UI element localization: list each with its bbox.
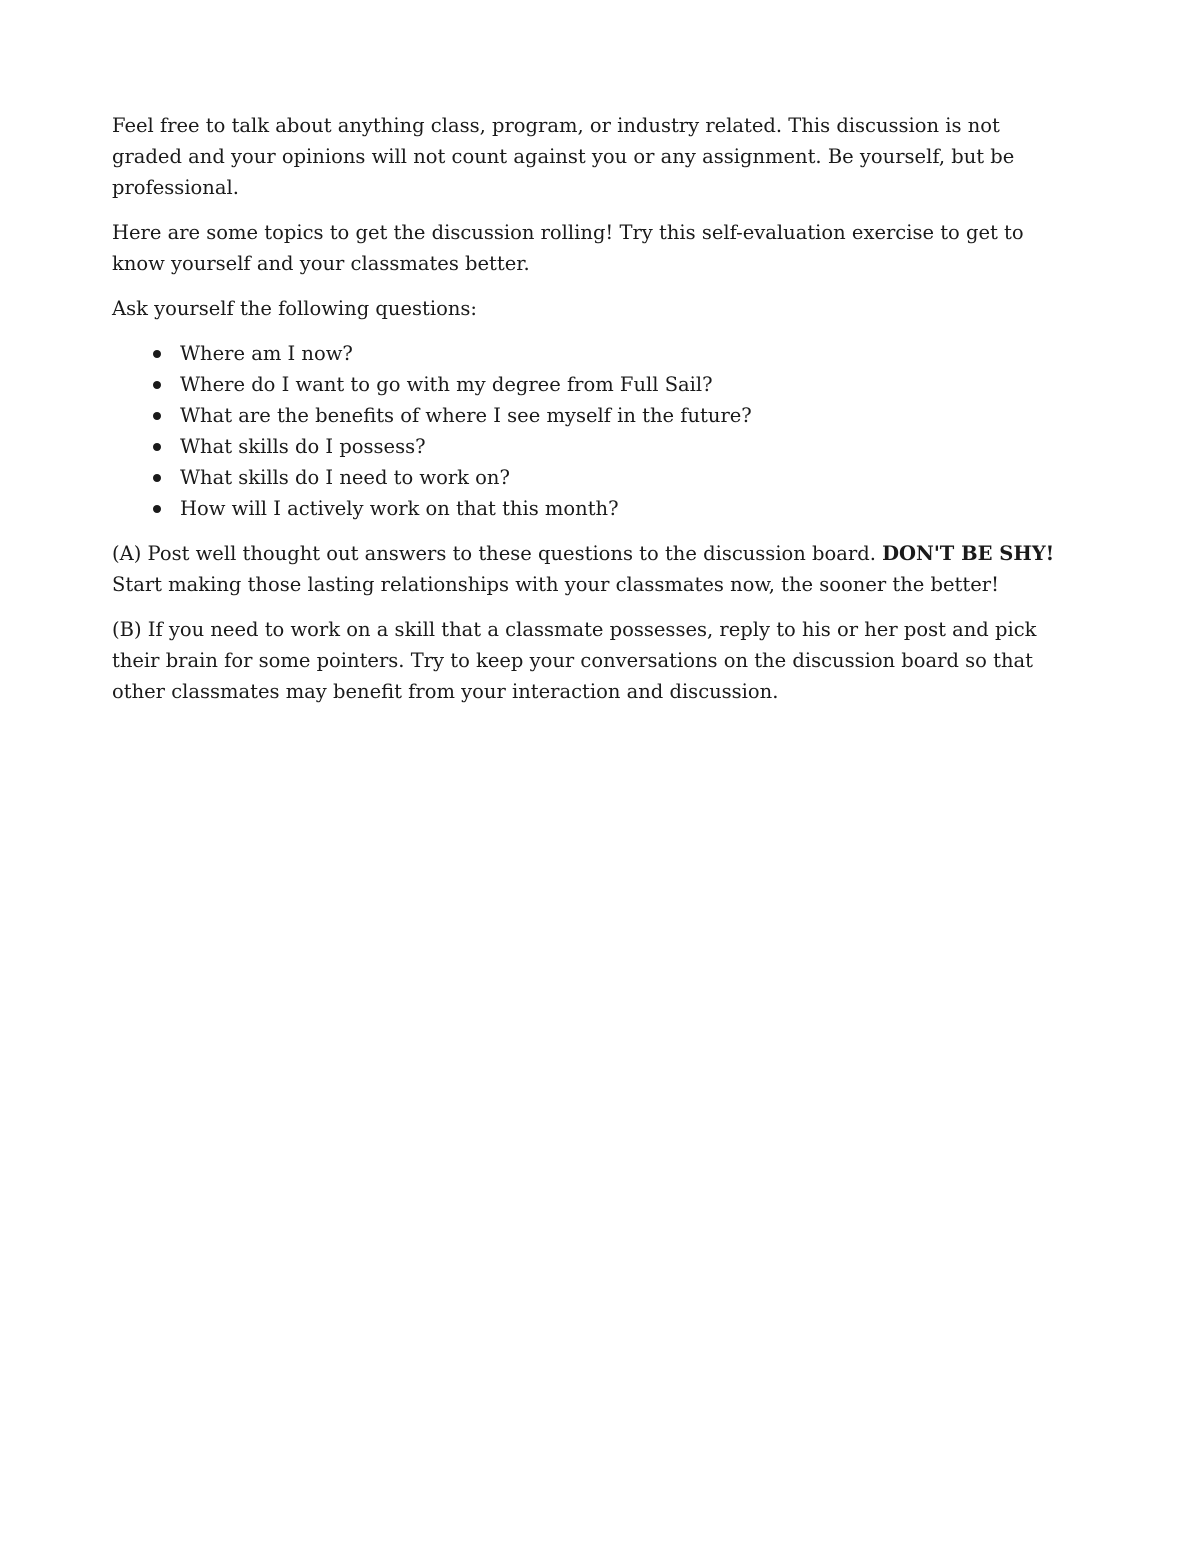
list-item — [180, 400, 1072, 431]
instruction-b-paragraph: (B) If you need to work on a skill that a classmate possesses, reply to his or her post and pick their brain for some pointers. Try to keep your conversations on the discussion board so that other classmates may benefit from your interaction and discussion. — [112, 618, 1037, 703]
questions-list — [112, 338, 1072, 524]
dont-be-shy-emphasis: DON'T BE SHY! — [882, 542, 1055, 565]
instruction-a-continuation: Start making those lasting relationships with your classmates now, the sooner the better! — [112, 573, 999, 596]
list-item — [180, 338, 1072, 369]
intro-paragraph: Feel free to talk about anything class, program, or industry related. This discussion is not graded and your opinions will not count against you or any assignment. Be yourself, but be professional. — [112, 114, 1015, 199]
questions-intro: Ask yourself the following questions: — [112, 297, 477, 320]
bullet-icon — [153, 350, 161, 358]
document-page — [112, 110, 1072, 721]
topics-paragraph: Here are some topics to get the discussion rolling! Try this self-evaluation exercise to get to know yourself and your classmates better. — [112, 221, 1024, 275]
question-text: What skills do I possess? — [180, 435, 426, 458]
list-item — [180, 431, 1072, 462]
bullet-icon — [153, 381, 161, 389]
bullet-icon — [153, 412, 161, 420]
bullet-icon — [153, 505, 161, 513]
instruction-a-text: (A) Post well thought out answers to these questions to the discussion board. — [112, 542, 883, 565]
question-text: What skills do I need to work on? — [180, 466, 510, 489]
question-text: How will I actively work on that this month? — [180, 497, 619, 520]
list-item — [180, 369, 1072, 400]
question-text: What are the benefits of where I see myself in the future? — [180, 404, 752, 427]
question-text: Where am I now? — [180, 342, 353, 365]
bullet-icon — [153, 443, 161, 451]
list-item — [180, 462, 1072, 493]
instruction-a-paragraph — [112, 538, 1072, 600]
list-item — [180, 493, 1072, 524]
question-text: Where do I want to go with my degree from Full Sail? — [180, 373, 713, 396]
bullet-icon — [153, 474, 161, 482]
